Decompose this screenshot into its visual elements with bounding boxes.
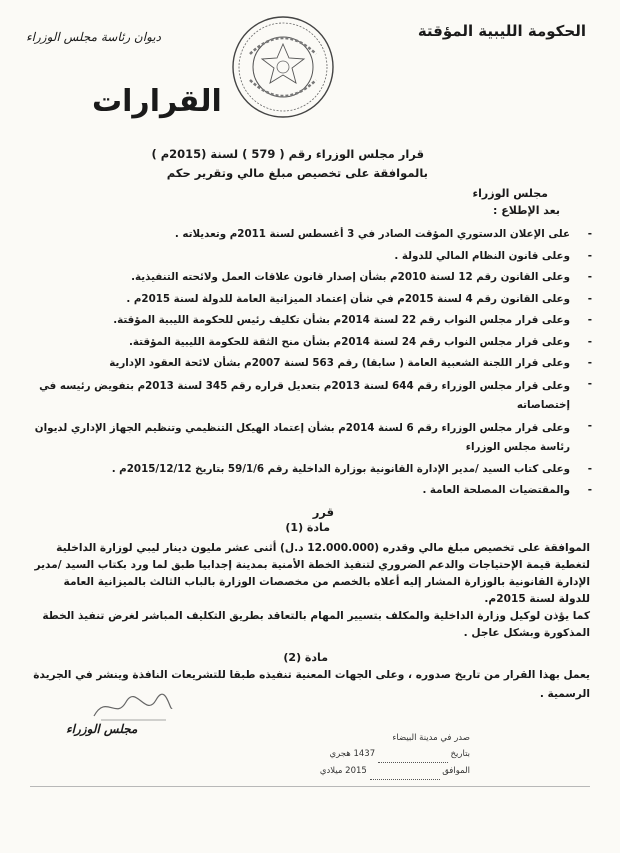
signature-label: مجلس الوزراء bbox=[66, 722, 138, 736]
footer-divider bbox=[30, 786, 590, 787]
after-review-label: بعد الإطلاع : bbox=[493, 204, 560, 217]
reference-item: - على الإعلان الدستوري المؤقت الصادر في 3 أغسطس لسنة 2011م وتعديلاته . bbox=[174, 228, 592, 240]
government-seal-icon bbox=[230, 14, 336, 120]
reference-item: - وعلى قرار مجلس الوزراء رقم 6 لسنة 2014م بشأن إعتماد الهيكل التنظيمي وتنظيم الجهاز الإداري لديوان رئاسة مجلس الوزراء bbox=[34, 419, 592, 453]
government-header: الحكومة الليبية المؤقتة bbox=[417, 22, 586, 40]
reference-item: - وعلى قرار اللجنة الشعبية العامة ( سابقا) رقم 563 لسنة 2007م بشأن لائحة العقود الإدارية bbox=[109, 357, 592, 369]
article-1-heading: مادة (1) bbox=[285, 521, 330, 534]
references-list bbox=[12, 224, 592, 502]
section-title: القرارات bbox=[92, 84, 222, 119]
signature-scribble-icon bbox=[86, 690, 176, 724]
stamp-hijri-row: بتاريخ 1437 هجري bbox=[290, 746, 470, 763]
council-label: مجلس الوزراء bbox=[472, 187, 548, 200]
office-header: ديوان رئاسة مجلس الوزراء bbox=[26, 30, 161, 44]
decided-heading: قرر bbox=[312, 505, 334, 519]
reference-item: - وعلى كتاب السيد /مدير الإدارة القانونية بوزارة الداخلية رقم 59/1/6 بتاريخ 2015/12/12م . bbox=[111, 462, 592, 475]
stamp-gregorian-row: الموافق 2015 ميلادي bbox=[290, 763, 470, 780]
decision-subtitle: بالموافقة على تخصيص مبلغ مالي وتقرير حكم bbox=[166, 166, 428, 180]
reference-item: - والمقتضيات المصلحة العامة . bbox=[422, 484, 592, 496]
reference-item: - وعلى قرار مجلس الوزراء رقم 644 لسنة 2013م بتعديل قراره رقم 345 لسنة 2013م بتفويض رئيسه في إختصاصاته bbox=[39, 377, 592, 411]
article-2-heading: مادة (2) bbox=[283, 651, 328, 664]
decision-title: قرار مجلس الوزراء رقم ( 579 ) لسنة (2015م ) bbox=[151, 147, 424, 161]
stamp-city: صدر في مدينة البيضاء bbox=[392, 733, 470, 743]
article-1-paragraph: الموافقة على تخصيص مبلغ مالي وقدره (12.000.000 د.ل) أثنى عشر مليون دينار ليبي لوزارة الداخلية لتغطية قيمة الإحتياجات والدعم الضروري لتنفيذ الخطة الأمنية بمدينة إجدابيا طبق لما ورد بكتاب السيد /مدير الإدارة القانونية بالوزارة المشار إليه أعلاه بالخصم من مخصصات الوزارة بالباب الثالث بالميزانية العامة للدولة لسنة 2015م. bbox=[34, 542, 590, 605]
article-2-body: يعمل بهذا القرار من تاريخ صدوره ، وعلى الجهات المعنية تنفيذه طبقا للتشريعات النافذة وينشر في الجريدة الرسمية . bbox=[33, 669, 590, 700]
reference-item: - وعلى قرار مجلس النواب رقم 24 لسنة 2014م بشأن منح الثقة للحكومة الليبية المؤقتة. bbox=[129, 335, 592, 348]
reference-item: - وعلى قرار مجلس النواب رقم 22 لسنة 2014م بشأن تكليف رئيس للحكومة الليبية المؤقتة. bbox=[113, 314, 592, 326]
reference-item: - وعلى القانون رقم 12 لسنة 2010م بشأن إصدار قانون علاقات العمل ولائحته التنفيذية. bbox=[131, 271, 592, 283]
reference-item: - وعلى القانون رقم 4 لسنة 2015م في شأن إعتماد الميزانية العامة للدولة لسنة 2015م . bbox=[126, 292, 592, 305]
issuance-stamp bbox=[290, 730, 470, 780]
article-1-body bbox=[30, 540, 590, 642]
reference-item: - وعلى قانون النظام المالي للدولة . bbox=[394, 249, 592, 262]
article-1-paragraph-2: كما يؤذن لوكيل وزارة الداخلية والمكلف بتسيير المهام بالتعاقد بطريق التكليف المباشر لغرض تنفيذ الخطة المذكورة وبشكل عاجل . bbox=[42, 610, 590, 639]
